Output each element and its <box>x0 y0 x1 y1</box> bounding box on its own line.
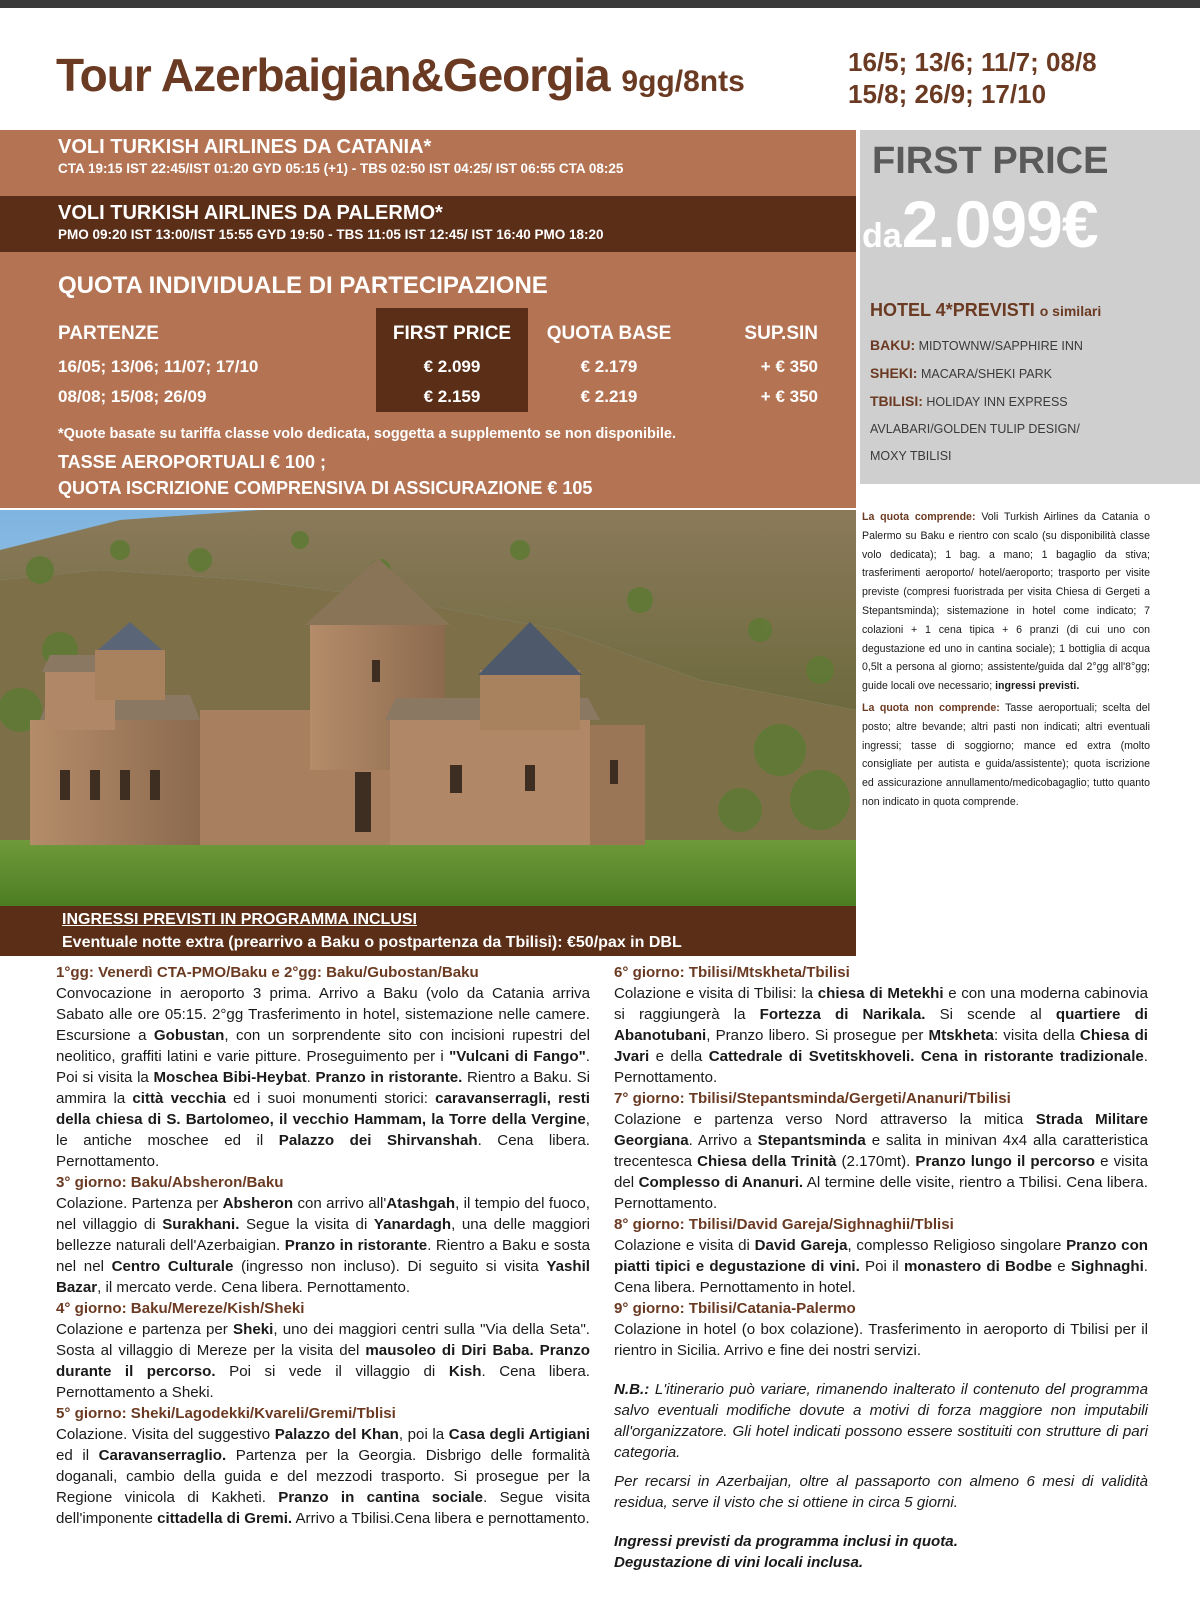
itinerary-left <box>56 962 590 1529</box>
price-table-header: PARTENZE FIRST PRICE QUOTA BASE SUP.SIN <box>58 323 818 344</box>
first-price-label: FIRST PRICE <box>872 140 1109 182</box>
airport-taxes: TASSE AEROPORTUALI € 100 ; <box>58 452 327 472</box>
nb-note: N.B.: L'itinerario può variare, rimanendo inalterato il contenuto del programma salvo eventuali modifiche dovute a motivi di forza maggiore non imputabili all'organizzatore. Gli hotel indicati possono essere sostituiti con strutture di pari categoria. <box>614 1381 1148 1461</box>
flight-catania: VOLI TURKISH AIRLINES DA CATANIA* CTA 19:15 IST 22:45/IST 01:20 GYD 05:15 (+1) - TBS 02:50 IST 04:25/ IST 06:55 CTA 08:25 <box>58 136 624 176</box>
includes-text: La quota comprende: Voli Turkish Airlines da Catania o Palermo su Baku e rientro con scalo (su disponibilità classe volo dedicata); 1 bag. a mano; 1 bagaglio da stiva; trasferimenti aeroporto/ hotel/aeroporto; trasporto per visite previste (compresi fuoristrada per visita Chiesa di Gergeti a Stepantsminda); sistemazione in hotel come indicato; 7 colazioni + 1 cena tipica + 6 pranzi (di cui uno con degustazione ed uno in cantina sociale); 1 bottiglia di acqua 0,5lt a persona al giorno; assistente/guida dal 2°gg all'8°gg; guide locali ove necessario; ingressi previsti. La quota non comprende: Tasse aeroportuali; scelta del posto; altre bevande; altri pasti non indicati; altri eventuali ingressi; tasse di soggiorno; mance ed extra (molto consigliate per autista e guida/assistente); quota iscrizione ed assicurazione annullamento/medicobagaglio; tutto quanto non indicato in quota comprende. <box>862 511 1150 808</box>
monastery-photo <box>0 510 856 906</box>
price-table <box>58 316 818 412</box>
day-text: Colazione in hotel (o box colazione). Trasferimento in aeroporto di Tbilisi per il rientro in Sicilia. Arrivo e fine dei nostri servizi. <box>614 1321 1148 1359</box>
registration-fee: QUOTA ISCRIZIONE COMPRENSIVA DI ASSICURAZIONE € 105 <box>58 478 593 498</box>
flight-palermo: VOLI TURKISH AIRLINES DA PALERMO* PMO 09:20 IST 13:00/IST 15:55 GYD 19:50 - TBS 11:05 IST 12:45/ IST 16:40 PMO 18:20 <box>58 202 604 242</box>
list-item: TBILISI: HOLIDAY INN EXPRESS <box>870 393 1068 409</box>
tour-duration: 9gg/8nts <box>621 65 745 98</box>
day-text: Colazione e visita di David Gareja, complesso Religioso singolare Pranzo con piatti tipici e degustazione di vini. Poi il monastero di Bodbe e Sighnaghi. Cena libera. Pernottamento in hotel. <box>614 1237 1149 1296</box>
day-text: Colazione. Visita del suggestivo Palazzo del Khan, poi la Casa degli Artigiani ed il Caravanserraglio. Partenza per la Georgia. Disbrigo delle formalità doganali, cambio della guida e del mezzodi trasporto. Si prosegue per la Regione vinicola di Kakheti. Pranzo in cantina sociale. Segue visita dell'imponente cittadella di Gremi. Arrivo a Tbilisi.Cena libera e pernottamento. <box>56 1426 590 1527</box>
day-text: Colazione. Partenza per Absheron con arrivo all'Atashgah, il tempio del fuoco, nel villaggio di Surakhani. Segue la visita di Yanardagh, una delle maggiori bellezze naturali dell'Azerbaigian. Pranzo in ristorante. Rientro a Baku e sosta nel nel Centro Culturale (ingresso non incluso). Di seguito si visita Yashil Bazar, il mercato verde. Cena libera. Pernottamento. <box>56 1195 590 1296</box>
day-text: Convocazione in aeroporto 3 prima. Arrivo a Baku (volo da Catania arriva Sabato alle ore 05:15. 2°gg Trasferimento in hotel, sistemazione nelle camere. Escursione a Gobustan, con un sorprendente sito con incisioni rupestri del neolitico, graffiti latini e varie pitture. Proseguimento per i "Vulcani di Fango". Poi si visita la Moschea Bibi-Heybat. Pranzo in ristorante. Rientro a Baku. Si ammira la città vecchia ed i suoi monumenti storici: caravanserragli, resti della chiesa di S. Bartolomeo, il vecchio Hammam, la Torre della Vergine, le antiche moschee ed il Palazzo dei Shirvanshah. Cena libera. Pernottamento. <box>56 985 591 1170</box>
top-bar <box>0 0 1200 8</box>
day-heading: 1°gg: Venerdì CTA-PMO/Baku e 2°gg: Baku/Gubostan/Baku <box>56 964 479 981</box>
quota-note: *Quote basate su tariffa classe volo dedicata, soggetta a supplemento se non disponibile. <box>58 426 677 442</box>
quota-heading: QUOTA INDIVIDUALE DI PARTECIPAZIONE <box>58 272 548 299</box>
day-heading: 5° giorno: Sheki/Lagodekki/Kvareli/Gremi/Tblisi <box>56 1405 396 1422</box>
day-heading: 9° giorno: Tbilisi/Catania-Palermo <box>614 1300 856 1317</box>
day-heading: 8° giorno: Tbilisi/David Gareja/Sighnaghii/Tblisi <box>614 1216 954 1233</box>
visa-note: Per recarsi in Azerbaijan, oltre al passaporto con almeno 6 mesi di validità residua, serve il visto che si ottiene in circa 5 giorni. <box>614 1473 1148 1511</box>
day-heading: 4° giorno: Baku/Mereze/Kish/Sheki <box>56 1300 305 1317</box>
itinerary-right <box>614 962 1148 1573</box>
day-text: Colazione e visita di Tbilisi: la chiesa di Metekhi e con una moderna cabinovia si raggiungerà la Fortezza di Narikala. Si scende al quartiere di Abanotubani, Pranzo libero. Si prosegue per Mtskheta: visita della Chiesa di Jvari e della Cattedrale di Svetitskhoveli. Cena in ristorante tradizionale. Pernottamento. <box>614 985 1148 1086</box>
day-text: Colazione e partenza verso Nord attraverso la mitica Strada Militare Georgiana. Arrivo a Stepantsminda e salita in minivan 4x4 alla caratteristica trecentesca Chiesa della Trinità (2.170mt). Pranzo lungo il percorso e visita del Complesso di Ananuri. Al termine delle visite, rientro a Tbilisi. Cena libera. Pernottamento. <box>614 1111 1148 1212</box>
hotel-list: BAKU: MIDTOWNW/SAPPHIRE INN SHEKI: MACARA/SHEKI PARK TBILISI: HOLIDAY INN EXPRESS AVLABARI/GOLDEN TULIP DESIGN/ MOXY TBILISI <box>870 332 1083 470</box>
day-text: Colazione e partenza per Sheki, uno dei maggiori centri sulla "Via della Seta". Sosta al villaggio di Mereze per la visita del mausoleo di Diri Baba. Pranzo durante il percorso. Poi si vede il villaggio di Kish. Cena libera. Pernottamento a Sheki. <box>56 1321 590 1401</box>
day-heading: 3° giorno: Baku/Absheron/Baku <box>56 1174 284 1191</box>
day-heading: 7° giorno: Tbilisi/Stepantsminda/Gergeti/Ananuri/Tbilisi <box>614 1090 1011 1107</box>
day-heading: 6° giorno: Tbilisi/Mtskheta/Tbilisi <box>614 964 850 981</box>
table-row: 16/05; 13/06; 11/07; 17/10 € 2.099 € 2.179 + € 350 <box>58 357 818 376</box>
footer-note-1: Ingressi previsti da programma inclusi in quota. <box>614 1533 958 1550</box>
first-price-amount: da2.099€ <box>862 187 1098 261</box>
tour-dates: 16/5; 13/6; 11/7; 08/8 15/8; 26/9; 17/10 <box>848 47 1097 109</box>
footer-note-2: Degustazione di vini locali inclusa. <box>614 1554 864 1571</box>
list-item: SHEKI: MACARA/SHEKI PARK <box>870 365 1052 381</box>
hotel-heading: HOTEL 4*PREVISTI o similari <box>870 300 1102 320</box>
monastery-illustration <box>0 510 856 906</box>
list-item: BAKU: MIDTOWNW/SAPPHIRE INN <box>870 337 1083 353</box>
tour-title: Tour Azerbaigian&Georgia 9gg/8nts <box>56 49 745 101</box>
photo-caption: INGRESSI PREVISTI IN PROGRAMMA INCLUSI Eventuale notte extra (prearrivo a Baku o postpartenza da Tbilisi): €50/pax in DBL <box>0 906 856 956</box>
table-row: 08/08; 15/08; 26/09 € 2.159 € 2.219 + € 350 <box>58 387 818 406</box>
